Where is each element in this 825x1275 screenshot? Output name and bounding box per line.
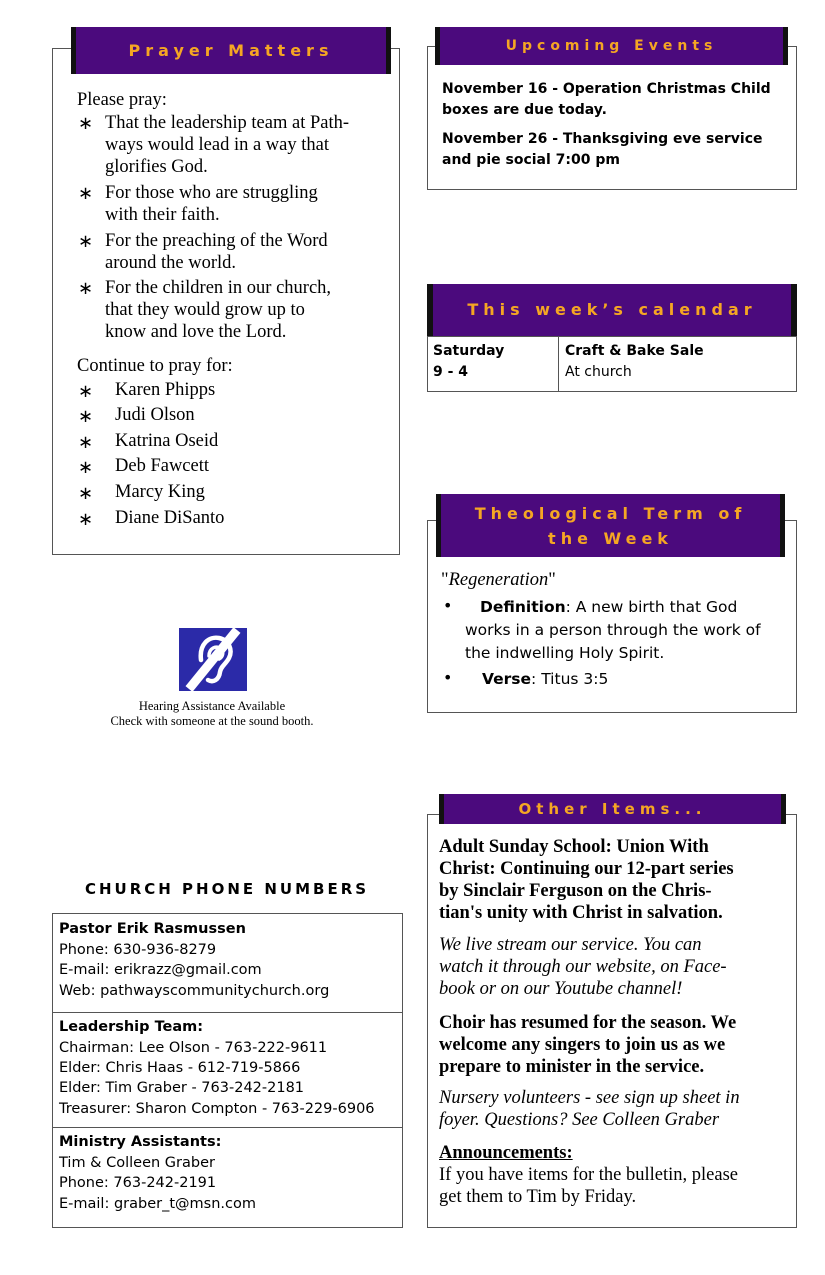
leadership-label: Leadership Team: [59, 1019, 204, 1035]
term-word-text: Regeneration [448, 570, 549, 590]
term-word [441, 570, 556, 591]
term-definition-line: the indwelling Holy Spirit. [465, 644, 665, 662]
calendar-time: 9 - 4 [433, 364, 469, 380]
ministry-label: Ministry Assistants: [59, 1134, 222, 1150]
prayer-name: Deb Fawcett [115, 456, 210, 476]
prayer-item-line: For the preaching of the Word [105, 231, 328, 251]
prayer-bullet: ∗ [78, 457, 94, 477]
text-line: Christ: Continuing our 12-part series [439, 859, 734, 879]
hearing-line: Hearing Assistance Available [138, 699, 286, 713]
term-verse-label: Verse [482, 670, 532, 688]
term-definition-text: : A new birth that God [565, 598, 738, 616]
prayer-bullet: ∗ [78, 509, 94, 529]
term-quote: " [548, 570, 556, 590]
prayer-bullet: ∗ [78, 483, 94, 503]
prayer-item [105, 230, 390, 274]
text-line: watch it through our website, on Face- [439, 957, 727, 977]
prayer-bullet: ∗ [78, 406, 94, 426]
prayer-bullet: ∗ [78, 278, 94, 298]
term-title-line: Theological Term of [474, 504, 747, 523]
text-line: tian's unity with Christ in salvation. [439, 903, 723, 923]
livestream-text [439, 934, 789, 1000]
events-banner: Upcoming Events [435, 27, 788, 65]
term-bullet: • [443, 596, 453, 615]
prayer-name: Karen Phipps [115, 380, 216, 400]
ministry-phone: Phone: 763-242-2191 [59, 1175, 217, 1191]
prayer-item-line: ways would lead in a way that [105, 135, 329, 155]
choir-text [439, 1012, 789, 1078]
prayer-item-line: that they would grow up to [105, 300, 305, 320]
hearing-line: Check with someone at the sound booth. [110, 714, 314, 728]
term-definition-line: works in a person through the work of [465, 621, 761, 639]
text-line: We live stream our service. You can [439, 935, 702, 955]
term-definition-label: Definition [480, 598, 566, 616]
prayer-bullet: ∗ [78, 432, 94, 452]
prayer-item-line: know and love the Lord. [105, 322, 287, 342]
prayer-banner: Prayer Matters [71, 27, 391, 74]
term-verse [482, 668, 807, 691]
phone-divider [52, 1127, 403, 1128]
event-item: November 16 - Operation Christmas Child boxes are due today. [442, 81, 771, 118]
pastor-phone: Phone: 630-936-8279 [59, 942, 217, 958]
calendar-event: Craft & Bake Sale [565, 343, 704, 359]
prayer-item-line: That the leadership team at Path- [105, 113, 350, 133]
hearing-assistance-icon [179, 628, 247, 691]
prayer-item-line: glorifies God. [105, 157, 208, 177]
text-line: book or on our Youtube channel! [439, 979, 683, 999]
prayer-bullet: ∗ [78, 381, 94, 401]
sunday-school-text [439, 836, 789, 924]
calendar-location: At church [565, 364, 632, 380]
prayer-item-line: For the children in our church, [105, 278, 332, 298]
prayer-bullet: ∗ [78, 113, 94, 133]
text-line: Adult Sunday School: Union With [439, 837, 709, 857]
leadership-line: Chairman: Lee Olson - 763-222-9611 [59, 1040, 328, 1056]
term-verse-text: : Titus 3:5 [531, 670, 609, 688]
prayer-item [105, 182, 390, 226]
term-bullet: • [443, 668, 453, 687]
calendar-divider [558, 336, 559, 392]
phone-divider [52, 1012, 403, 1013]
ministry-email: E-mail: graber_t@msn.com [59, 1196, 256, 1212]
text-line: Nursery volunteers - see sign up sheet in [439, 1088, 740, 1108]
calendar-banner: This week’s calendar [427, 284, 797, 336]
prayer-item [105, 112, 390, 178]
prayer-item-line: around the world. [105, 253, 237, 273]
text-line: get them to Tim by Friday. [439, 1187, 637, 1207]
calendar-day: Saturday [433, 343, 505, 359]
prayer-name: Katrina Oseid [115, 431, 219, 451]
term-quote: " [441, 570, 449, 590]
prayer-bullet: ∗ [78, 231, 94, 251]
prayer-name: Marcy King [115, 482, 205, 502]
text-line: Choir has resumed for the season. We [439, 1013, 737, 1033]
event-item: November 26 - Thanksgiving eve service and pie social 7:00 pm [442, 131, 763, 168]
prayer-item-line: For those who are struggling [105, 183, 318, 203]
nursery-text [439, 1087, 789, 1131]
pastor-name: Pastor Erik Rasmussen [59, 921, 246, 937]
prayer-name: Judi Olson [115, 405, 195, 425]
prayer-item-line: with their faith. [105, 205, 220, 225]
leadership-line: Treasurer: Sharon Compton - 763-229-6906 [59, 1101, 375, 1117]
pastor-email: E-mail: erikrazz@gmail.com [59, 962, 262, 978]
pastor-web: Web: pathwayscommunitychurch.org [59, 983, 330, 999]
announcements-label: Announcements: [439, 1143, 573, 1163]
prayer-item [105, 277, 390, 343]
text-line: by Sinclair Ferguson on the Chris- [439, 881, 712, 901]
prayer-bullet: ∗ [78, 183, 94, 203]
prayer-name: Diane DiSanto [115, 508, 225, 528]
phone-title: CHURCH PHONE NUMBERS [84, 880, 370, 898]
text-line: welcome any singers to join us as we [439, 1035, 726, 1055]
term-definition [480, 596, 795, 619]
ministry-names: Tim & Colleen Graber [59, 1155, 215, 1171]
text-line: If you have items for the bulletin, please [439, 1165, 738, 1185]
leadership-line: Elder: Tim Graber - 763-242-2181 [59, 1080, 305, 1096]
prayer-intro: Please pray: [77, 90, 167, 110]
term-title-line: the Week [548, 529, 673, 548]
text-line: foyer. Questions? See Colleen Graber [439, 1110, 720, 1130]
leadership-line: Elder: Chris Haas - 612-719-5866 [59, 1060, 301, 1076]
prayer-continue: Continue to pray for: [77, 356, 233, 376]
text-line: prepare to minister in the service. [439, 1057, 705, 1077]
announcements-text [439, 1164, 789, 1208]
other-items-banner: Other Items... [439, 794, 786, 824]
term-banner [436, 494, 785, 557]
